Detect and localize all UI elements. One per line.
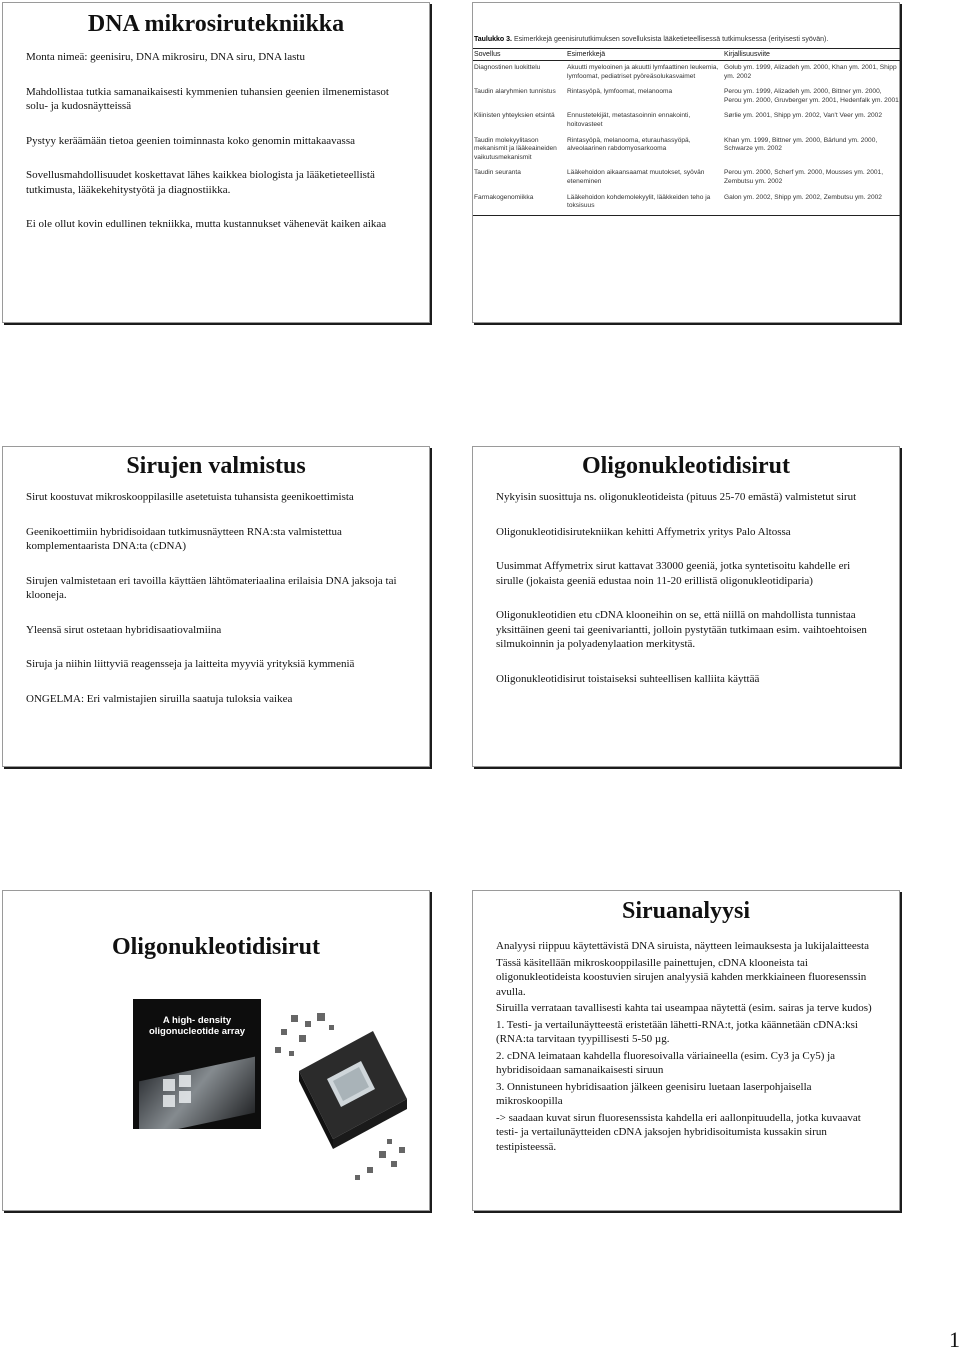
table-cell: Rintasyöpä, melanooma, eturauhassyöpä, alveolaarinen rabdomyosarkooma (567, 136, 691, 153)
table-cell: Galon ym. 2002, Shipp ym. 2002, Zembutsu ym. 2002 (723, 191, 901, 216)
slide-title: Oligonukleotidisirut (111, 934, 321, 960)
array-spot (179, 1091, 191, 1103)
slide-applications-table (472, 2, 900, 323)
bullet: Oligonukleotidisirutekniikan kehitti Affymetrix yritys Palo Altossa (496, 525, 791, 538)
bullet: 2. cDNA leimataan kahdella fluoresoivalla väriaineella (esim. Cy3 ja Cy5) ja hybridisoidaan samanaikaisesti siruun (496, 1049, 836, 1076)
table-cell: Taudin seuranta (474, 169, 521, 177)
bullet: Pystyy keräämään tietoa geenien toiminnasta koko genomin mittakaavassa (26, 134, 355, 147)
bullet: Yleensä sirut ostetaan hybridisaatiovalmiina (26, 623, 222, 636)
table-cell: Lääkehoidon kohdemolekyylit, lääkkeiden teho ja toksisuus (566, 191, 723, 216)
bullet-list (3, 490, 429, 706)
table-cell: Diagnostinen luokittelu (474, 64, 541, 71)
slide-oligonucleotide-images (2, 890, 430, 1211)
table-cell: Khan ym. 1999, Bittner ym. 2000, Bärlund ym. 2000, Schwarze ym. 2002 (724, 136, 878, 153)
table-row (473, 191, 901, 216)
column-header: Sovellus (473, 49, 566, 61)
table-row (473, 61, 901, 86)
table (473, 48, 901, 216)
bullet: Monta nimeä: geenisiru, DNA mikrosiru, DNA siru, DNA lastu (26, 51, 305, 63)
table-row (473, 109, 901, 133)
table-cell: Kliinisten yhteyksien etsintä (474, 112, 555, 120)
bullet-list (3, 50, 429, 232)
slide-oligonucleotide-chips (472, 446, 900, 767)
column-header: Kirjallisuusviite (723, 49, 901, 61)
bullet: Analyysi riippuu käytettävistä DNA siruista, näytteen leimauksesta ja lukijalaitteesta (496, 940, 869, 952)
bullet: Sovellusmahdollisuudet koskettavat lähes kaikkea biologista ja lääketieteellistä tutkimusta, lääkekehitystyötä ja diagnostiikka. (26, 169, 375, 196)
page-number: 1 (949, 1327, 960, 1352)
bullet: Oligonukleotidisirut toistaiseksi suhteellisen kalliita käyttää (496, 672, 760, 685)
bullet: -> saadaan kuvat sirun fluoresenssista kahdella eri aallonpituudella, jotka kuvaavat testi- ja vertailunäytteiden cDNA jaksojen hybridisoitumista kussakin sirun testipisteessä. (496, 1111, 861, 1153)
glass-array-photo (133, 999, 261, 1129)
bullet: Oligonukleotidien etu cDNA klooneihin on se, että niillä on mahdollista tunnistaa yksittäinen geeni tai geenivariantti, jolloin pystytään tutkimaan esim. vaihtoehtoisen silmukoinnin ja polyadenylaation merkitystä. (496, 609, 867, 650)
bullet: Mahdollistaa tutkia samanaikaisesti kymmenien tuhansien geenien ilmenemistasot solu- ja kudosnäytteissä (26, 85, 389, 112)
table-caption (473, 35, 901, 48)
bullet-list (473, 490, 899, 686)
slide-title: Siruanalyysi (621, 898, 751, 924)
bullet: Sirujen valmistetaan eri tavoilla käyttäen lähtömateriaalina erilaisia DNA jaksoja tai klooneja. (26, 574, 397, 601)
slide-dna-microarray-technology (2, 2, 430, 323)
table-cell: Taudin alaryhmien tunnistus (474, 88, 556, 96)
applications-table (473, 35, 901, 216)
slide-title: Sirujen valmistus (126, 453, 306, 479)
table-caption-label: Taulukko 3. (474, 36, 512, 43)
bullet: Sirut koostuvat mikroskooppilasille asetetuista tuhansista geenikoettimista (26, 491, 354, 503)
table-row (473, 134, 901, 167)
table-header-row (473, 49, 901, 61)
bullet: Uusimmat Affymetrix sirut kattavat 33000 geeniä, jotka syntetisoitu kahdelle eri sirulle (jokaista geeniä edustaa noin 11-20 erillistä oligonukleotidiparia) (496, 560, 851, 587)
bullet: Ei ole ollut kovin edullinen tekniikka, mutta kustannukset vähenevät kaiken aikaa (26, 218, 387, 230)
bullet: Nykyisin suosittuja ns. oligonukleotideista (pituus 25-70 emästä) valmistetut sirut (496, 491, 857, 503)
bullet: ONGELMA: Eri valmistajien siruilla saatuja tuloksia vaikea (26, 692, 293, 705)
bullet: Siruilla verrataan tavallisesti kahta tai useampaa näytettä (esim. sairas ja terve kudos) (496, 1002, 872, 1014)
slide-chip-analysis (472, 890, 900, 1211)
table-cell: Ennustetekijät, metastasoinnin ennakointi, hoitovasteet (567, 112, 691, 128)
table-cell: Golub ym. 1999, Alizadeh ym. 2000, Khan ym. 2001, Shipp ym. 2002 (724, 64, 897, 80)
bullet: Siruja ja niihin liittyviä reagensseja ja laitteita myyviä yrityksiä kymmeniä (26, 658, 355, 670)
table-cell: Akuutti myelooinen ja akuutti lymfaattinen leukemia, lymfoomat, pediatriset pyöreäsolukasvaimet (567, 64, 719, 80)
table-cell: Sørlie ym. 2001, Shipp ym. 2002, Van't Veer ym. 2002 (724, 112, 883, 120)
array-spot (179, 1075, 191, 1087)
bullet: Tässä käsitellään mikroskooppilasille painettujen, cDNA klooneista tai oligonukleotideista koostuvien sirujen analyysiä kahden merkkiaineen fluoresenssin avulla. (496, 956, 867, 998)
table-cell: Lääkehoidon aikaansaamat muutokset, syövän eteneminen (567, 169, 705, 185)
array-spot (163, 1095, 175, 1107)
gene-chip-cartridge-photo (271, 1011, 411, 1183)
bullet: 1. Testi- ja vertailunäytteestä eristetään lähetti-RNA:t, jotka käännetään cDNA:ksi (RNA:ta tarvitaan tyypillisesti 5-50 µg. (496, 1018, 858, 1045)
table-cell: Rintasyöpä, lymfoomat, melanooma (567, 88, 673, 96)
slide-title: Oligonukleotidisirut (581, 453, 791, 479)
table-row (473, 166, 901, 190)
column-header: Esimerkkejä (566, 49, 723, 61)
slide-chip-manufacturing (2, 446, 430, 767)
table-cell: Taudin molekyylitason mekanismit ja lääkeaineiden vaikutusmekanismit (474, 136, 557, 161)
image-caption: A high- density oligonucleotide array (148, 1015, 246, 1037)
array-spot (163, 1079, 175, 1091)
glass-slide (139, 1057, 255, 1129)
bullet-list (473, 939, 899, 1154)
table-cell: Farmakogenomiikka (473, 191, 566, 216)
slide-title: DNA mikrosirutekniikka (87, 11, 345, 37)
table-cell: Perou ym. 2000, Scherf ym. 2000, Mousses ym. 2001, Zembutsu ym. 2002 (724, 169, 884, 185)
bullet: Geenikoettimiin hybridisoidaan tutkimusnäytteen RNA:sta valmistettua komplementaarista DNA:ta (cDNA) (26, 525, 342, 552)
table-caption-text: Esimerkkejä geenisirututkimuksen sovelluksista lääketieteellisessä tutkimuksessa (erityisesti syövän). (513, 36, 829, 43)
table-row (473, 85, 901, 109)
table-cell: Perou ym. 1999, Alizadeh ym. 2000, Bittner ym. 2000, Perou ym. 2000, Gruvberger ym. 2001, Hedenfalk ym. 2001 (724, 88, 899, 104)
bullet: 3. Onnistuneen hybridisaation jälkeen geenisiru luetaan laserpohjaisella mikroskoopilla (496, 1080, 812, 1107)
